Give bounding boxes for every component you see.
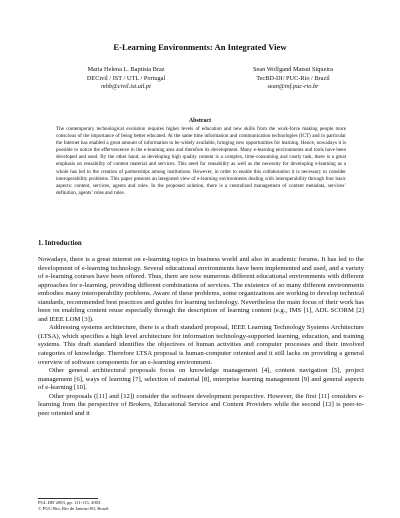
author-email: sean@inf.puc-rio.br bbox=[267, 83, 319, 91]
paragraph: Addressing systems architecture, there is a draft standard proposal, IEEE Learning Technology Systems Architecture (LTSA), which specifies a high level architecture for information technology-supported learning, education, and training systems. This draft standard identifies the objectives of human activities and computer processes and their involved categories of knowledge. Therefore LTSA proposal is human-computer oriented and it still lacks on providing a general overview of software components for an e-learning environment. bbox=[38, 324, 364, 366]
author-name: Sean Wolfgand Matsui Siqueira bbox=[253, 66, 333, 73]
paragraph: Nowadays, there is a great interest on e-learning topics in business world and also in academic forums. It has led to the development of e-learning technology. Several educational environments have been implemented and used, and a variety of e-learning courses have been offered. Thus, there are now numerous different educational environments with different approaches for e-learning, providing different combinations of services. The existence of so many different environments embodies many interoperability problems. Aware of these problems, some organizations are working to develop technical standards, recommended best practices and guides for learning technology. Nevertheless the main focus of their work has been on enabling content reuse especially through the description of learning content (e.g., IMS [1], ADL SCORM [2] and IEEE LOM [3]). bbox=[38, 256, 364, 323]
paper-title: E-Learning Environments: An Integrated View bbox=[113, 42, 287, 52]
author-name: Maria Helena L. Baptista Braz bbox=[87, 66, 165, 73]
footnote-line: © PUC-Rio, Rio de Janeiro-RJ, Brazil bbox=[38, 506, 109, 511]
section-heading: 1. Introduction bbox=[38, 240, 82, 247]
paragraph: Other general architectural proposals focus on knowledge management [4], content navigation [5], project management [6], ways of learning [7], selection of material [8], enterprise learning management [9] and general aspects of e-learning [10]. bbox=[38, 367, 364, 392]
author-affiliation: DECivil / IST / UTL / Portugal bbox=[86, 74, 166, 82]
footnote-rule bbox=[38, 498, 98, 499]
paragraph: Other proposals ([11] and [12]) consider the software development perspective. However, the first [11] considers e-learning from the perspective of Brokers, Educational Service and Content Providers while the second [12] is peer-to-peer oriented and it bbox=[38, 392, 364, 417]
abstract-heading: Abstract bbox=[188, 118, 212, 124]
body-text bbox=[38, 256, 364, 418]
footnote-line: PGL DB’2003, pp. 111-115, 2003. bbox=[38, 500, 102, 505]
author-email: mhb@civil.ist.utl.pt bbox=[101, 83, 151, 91]
author-block-1 bbox=[56, 66, 196, 92]
author-affiliation: TecBD-DI/ PUC-Rio / Brazil bbox=[256, 74, 330, 82]
footnote bbox=[38, 500, 108, 512]
abstract-text: The contemporary technological evolution requires higher levels of education and new skills from the work-force making people more conscious of the importance of being better educated. At the same time information and communication technologies (ICT) and in particular the Internet has enabled a great amount of information to be widely available, bringing new opportunities for learning. Hence, nowadays it is possible to notice the effervescence in the e-learning area and therefore its development. Many e-learning environments and tools have been developed and used. By the other hand, as developing high quality content is a complex, time-consuming and costly task, there is a great emphasis on reusability of content material and services. This need for reusability as well as the necessity for developing e-learning as a whole has led to the creation of partnerships among institutions. However, in order to enable this collaboration it is necessary to consider interoperability problems. This paper presents an integrated view of e-learning environments dealing with interoperability through four basic aspects: content, services, agents and roles. In the proposed solution, there is a centralized management of content metadata, services’ definition, agents’ roles and rules. bbox=[56, 126, 346, 196]
author-block-2 bbox=[218, 66, 368, 92]
